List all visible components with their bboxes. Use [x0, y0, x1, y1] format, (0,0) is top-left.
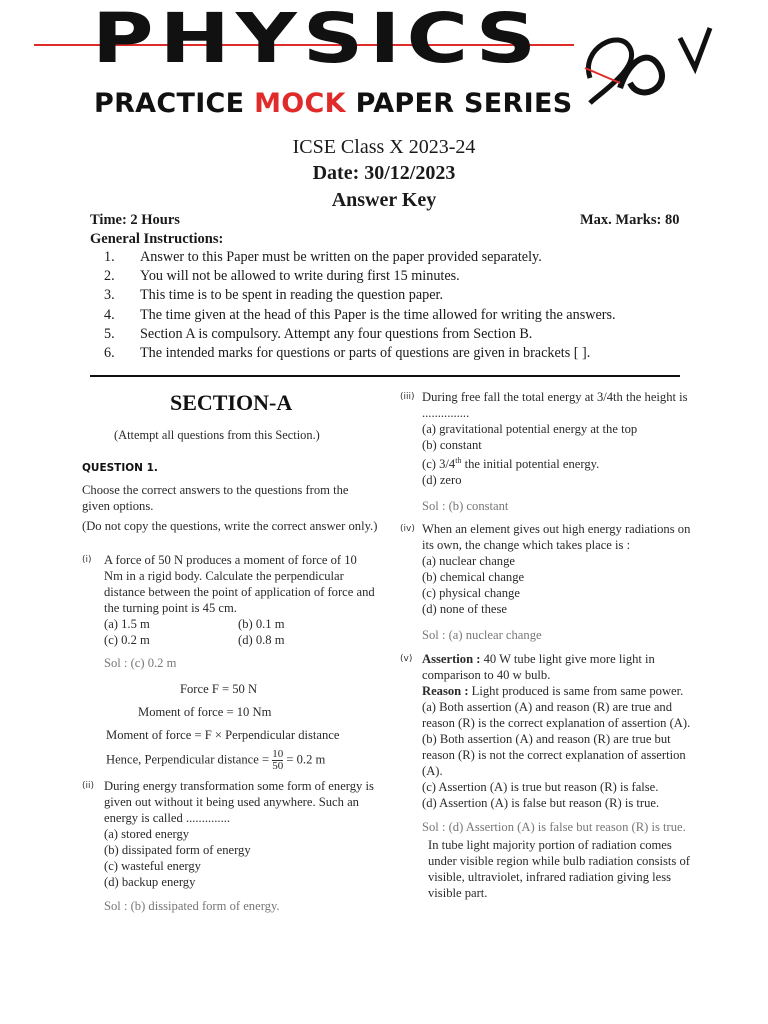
series-prefix: PRACTICE: [94, 88, 255, 119]
solution-v: Sol : (d) Assertion (A) is false but reason (R) is true.: [422, 820, 686, 835]
option-a: (a) Both assertion (A) and reason (R) are true and reason (R) is the correct explanation of assertion (A).: [422, 700, 691, 731]
intro-text: Choose the correct answers to the questions from the given options.: [82, 483, 349, 513]
option-b: (b) 0.1 m: [238, 617, 285, 631]
option-d: (d) backup energy: [104, 875, 196, 889]
section-a-title: SECTION-A: [170, 390, 293, 415]
doc-type: Answer Key: [331, 189, 437, 211]
class-line: ICSE Class X 2023-24: [292, 136, 476, 158]
solution-ii: Sol : (b) dissipated form of energy.: [104, 899, 280, 913]
solution-explanation: In tube light majority portion of radiation comes under visible region while bulb radiation consists of visible, ultraviolet, infrared radiation giving less visible part.: [428, 838, 690, 901]
option-d: (d) 0.8 m: [238, 633, 285, 647]
instructions-title: General Instructions:: [90, 231, 224, 247]
option-d: (d) Assertion (A) is false but reason (R) is true.: [422, 796, 660, 811]
instruction-item: 4. The time given at the head of this Paper is the time allowed for writing the answers.: [104, 306, 616, 323]
solution-iv: Sol : (a) nuclear change: [422, 628, 542, 643]
instruction-item: 3. This time is to be spent in reading the question paper.: [104, 287, 444, 304]
option-a: (a) 1.5 m: [104, 617, 150, 631]
question-iv: (iv) When an element gives out high energy radiations on its own, the change which takes place is : (a) nuclear change (b) chemical change (c) physical change (d) none of these Sol : (a) nuclear change: [400, 522, 691, 643]
instruction-item: 1. Answer to this Paper must be written on the paper provided separately.: [104, 249, 542, 265]
date-line: Date: 30/12/2023: [312, 162, 456, 184]
option-a: (a) gravitational potential energy at the top: [422, 422, 638, 436]
time-label: Time: 2 Hours: [90, 212, 180, 228]
header-divider: [90, 375, 680, 377]
option-c: (c) 3/4th the initial potential energy.: [422, 456, 600, 472]
option-c: (c) physical change: [422, 586, 520, 601]
fraction: $\frac{10}{50}$: [272, 748, 284, 772]
solution-step: Force F = 50 N: [180, 682, 258, 696]
solution-step: Hence, Perpendicular distance = $\frac{10}{50}$ = 0.2 m: [106, 748, 326, 772]
series-suffix: PAPER SERIES: [345, 88, 573, 119]
option-c: (c) Assertion (A) is true but reason (R) is false.: [422, 780, 659, 795]
instruction-item: 2. You will not be allowed to write during first 15 minutes.: [104, 268, 460, 285]
solution-step: Moment of force = F × Perpendicular distance: [106, 728, 340, 742]
option-c: (c) wasteful energy: [104, 859, 201, 873]
question-ii: (ii) During energy transformation some form of energy is given out without it being used anywhere. Such an energy is called .............. (a) stored energy (b) dissipated form of energy (c) wasteful energy (d) backup energy Sol : (b) dissipated form of energy.: [82, 778, 378, 914]
option-d: (d) none of these: [422, 602, 507, 617]
signature-logo-mark: [560, 8, 730, 108]
option-b: (b) Both assertion (A) and reason (R) are true but reason (R) is not the correct explanation of assertion (A).: [422, 732, 686, 779]
option-b: (b) constant: [422, 438, 482, 452]
solution-iii: Sol : (b) constant: [422, 499, 509, 514]
series-red-word: MOCK: [254, 88, 346, 119]
option-b: (b) dissipated form of energy: [104, 843, 251, 857]
intro-note: (Do not copy the questions, write the correct answer only.): [82, 519, 378, 533]
solution-step: Moment of force = 10 Nm: [138, 705, 272, 719]
solution-i: Sol : (c) 0.2 m: [104, 656, 177, 670]
option-a: (a) nuclear change: [422, 554, 515, 569]
series-title: [94, 88, 572, 119]
section-a-subtitle: (Attempt all questions from this Section.): [114, 428, 320, 442]
option-a: (a) stored energy: [104, 827, 190, 841]
instruction-item: 6. The intended marks for questions or parts of questions are given in brackets [ ].: [104, 344, 591, 361]
question-iii: (iii) During free fall the total energy at 3/4th the height is ............... (a) gravitational potential energy at the top (b) constant (c) 3/4th the initial potential energy. (d) zero Sol : (b) constant: [400, 389, 692, 514]
left-column: [82, 482, 378, 914]
question-label: QUESTION 1.: [82, 462, 158, 474]
option-c: (c) 0.2 m: [104, 633, 150, 647]
instruction-item: 5. Section A is compulsory. Attempt any four questions from Section B.: [104, 325, 533, 342]
option-d: (d) zero: [422, 473, 462, 488]
logo-title: PHYSICS: [92, 0, 543, 79]
instructions-list: [104, 249, 704, 364]
option-b: (b) chemical change: [422, 570, 525, 585]
max-marks-label: Max. Marks: 80: [580, 212, 680, 228]
question-v: (v) Assertion : 40 W tube light give more light in comparison to 40 w bulb. Reason : Light produced is same from same power. (a) Both assertion (A) and reason (R) are true and reason (R) is the correct explanation of assertion (A). (b) Both assertion (A) and reason (R) are true but reason (R) is not the correct explanation of assertion (A). (c) Assertion (A) is true but reason (R) is false. (d) Assertion (A) is false but reason (R) is true. Sol : (d) Assertion (A) is false but reason (R) is true. In tube light majority portion of radiation comes under visible region while bulb radiation consists of visible, ultraviolet, infrared radiation giving less visible part.: [400, 652, 691, 901]
question-i: (i) A force of 50 N produces a moment of force of 10 Nm in a rigid body. Calculate the perpendicular distance between the point of application of force and the turning point is 45 cm. (a) 1.5 m (b) 0.1 m (c) 0.2 m (d) 0.8 m Sol : (c) 0.2 m Force F = 50 N Moment of force = 10 Nm Moment of force = F × Perpendicular distance Hence, Perpendicular distance = $\frac{10}{50}$ = 0.2 m: [82, 552, 378, 772]
right-column: [400, 389, 692, 901]
